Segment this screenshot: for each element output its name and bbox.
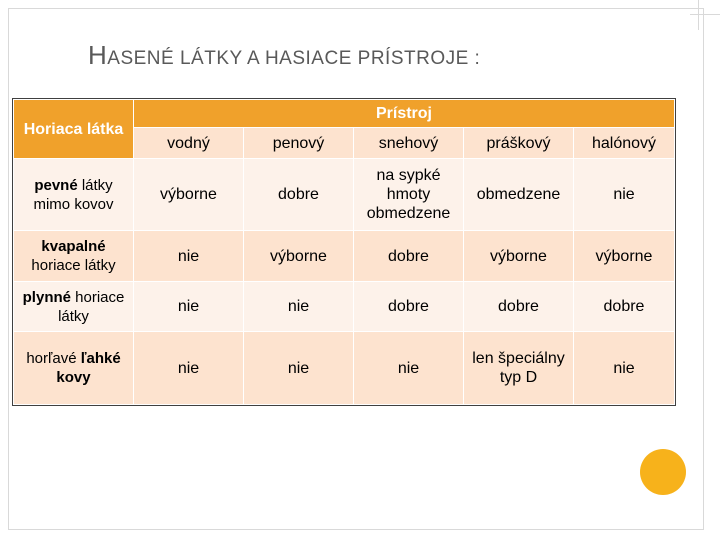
table-row [14, 282, 675, 332]
row-label: horľavé ľahké kovy [14, 332, 134, 405]
slide-title [88, 40, 480, 71]
column-header: penový [244, 128, 354, 159]
row-label: plynné horiace látky [14, 282, 134, 332]
table-cell: nie [244, 332, 354, 405]
column-header: halónový [574, 128, 675, 159]
table-cell: len špeciálny typ D [464, 332, 574, 405]
corner-header: Horiaca látka [14, 100, 134, 159]
group-header: Prístroj [134, 100, 675, 128]
table-row [14, 231, 675, 282]
row-label: pevné látky mimo kovov [14, 159, 134, 231]
table-cell: obmedzene [464, 159, 574, 231]
table-cell: výborne [134, 159, 244, 231]
table-cell: nie [134, 231, 244, 282]
table-cell: výborne [574, 231, 675, 282]
row-label: kvapalné horiace látky [14, 231, 134, 282]
table-cell: výborne [244, 231, 354, 282]
title-text: ASENÉ LÁTKY A HASIACE PRÍSTROJE : [107, 48, 481, 69]
table-cell: dobre [464, 282, 574, 332]
table-cell: nie [574, 159, 675, 231]
table-cell: nie [354, 332, 464, 405]
column-header: práškový [464, 128, 574, 159]
table-cell: nie [574, 332, 675, 405]
decorative-circle [640, 449, 686, 495]
decorative-line [698, 0, 699, 30]
table-cell: na sypké hmoty obmedzene [354, 159, 464, 231]
table-cell: nie [134, 332, 244, 405]
table-cell: dobre [244, 159, 354, 231]
table-row [14, 332, 675, 405]
decorative-line [690, 14, 720, 15]
extinguisher-table [13, 99, 675, 405]
table-cell: dobre [574, 282, 675, 332]
table-cell: výborne [464, 231, 574, 282]
column-header: vodný [134, 128, 244, 159]
table-cell: nie [134, 282, 244, 332]
table-cell: dobre [354, 231, 464, 282]
table-row [14, 159, 675, 231]
table-cell: nie [244, 282, 354, 332]
title-initial: H [88, 40, 108, 70]
table-cell: dobre [354, 282, 464, 332]
column-header: snehový [354, 128, 464, 159]
